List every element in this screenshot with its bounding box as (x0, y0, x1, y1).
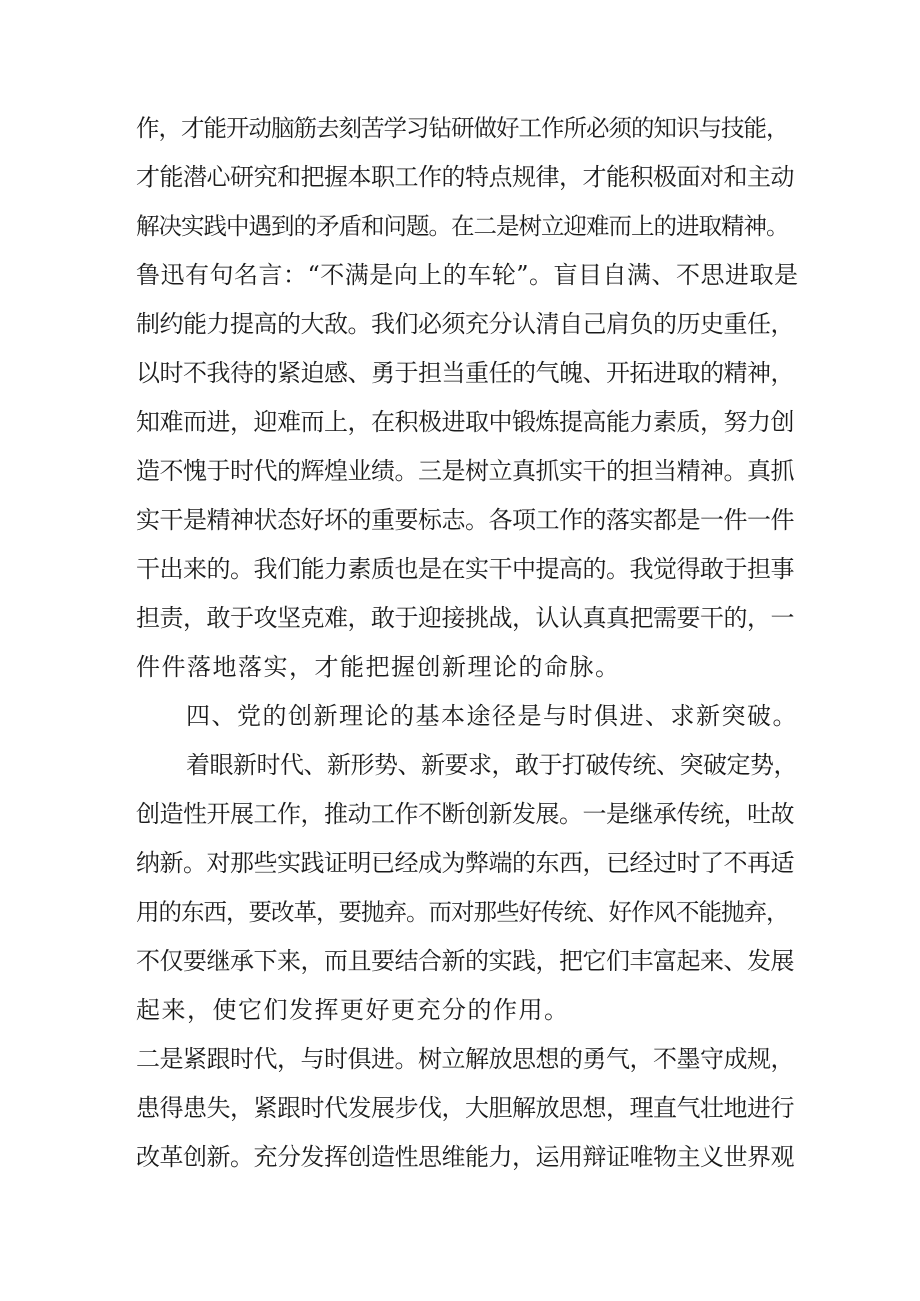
section-heading: 四、党的创新理论的基本途径是与时俱进、求新突破。 (186, 702, 798, 730)
text-line: 制约能力提高的大敌。我们必须充分认清自己肩负的历史重任， (136, 310, 794, 338)
text-line: 解决实践中遇到的矛盾和问题。在二是树立迎难而上的进取精神。 (136, 212, 789, 240)
text-line: 二是紧跟时代，与时俱进。树立解放思想的勇气，不墨守成规， (136, 1045, 794, 1073)
text-line: 患得患失，紧跟时代发展步伐，大胆解放思想，理直气壮地进行 (136, 1094, 794, 1122)
text-line: 改革创新。充分发挥创造性思维能力，运用辩证唯物主义世界观 (136, 1143, 794, 1171)
text-line: 担责，敢于攻坚克难，敢于迎接挑战，认认真真把需要干的，一 (136, 604, 794, 632)
text-line: 纳新。对那些实践证明已经成为弊端的东西，已经过时了不再适 (136, 849, 794, 877)
text-line: 以时不我待的紧迫感、勇于担当重任的气魄、开拓进取的精神， (136, 359, 794, 387)
text-line: 件件落地落实，才能把握创新理论的命脉。 (136, 653, 621, 681)
text-line: 不仅要继承下来，而且要结合新的实践，把它们丰富起来、发展 (136, 947, 794, 975)
text-line: 知难而进，迎难而上，在积极进取中锻炼提高能力素质，努力创 (136, 408, 794, 436)
text-line: 创造性开展工作，推动工作不断创新发展。一是继承传统，吐故 (136, 800, 794, 828)
text-line: 着眼新时代、新形势、新要求，敢于打破传统、突破定势， (186, 751, 797, 779)
text-line: 用的东西，要改革，要抛弃。而对那些好传统、好作风不能抛弃， (136, 898, 789, 926)
text-line: 才能潜心研究和把握本职工作的特点规律，才能积极面对和主动 (136, 163, 794, 191)
text-line: 作，才能开动脑筋去刻苦学习钻研做好工作所必须的知识与技能， (136, 114, 789, 142)
text-line: 造不愧于时代的辉煌业绩。三是树立真抓实干的担当精神。真抓 (136, 457, 794, 485)
text-line: 干出来的。我们能力素质也是在实干中提高的。我觉得敢于担事 (136, 555, 794, 583)
text-line: 起来，使它们发挥更好更充分的作用。 (136, 996, 570, 1024)
text-line: 鲁迅有句名言：“不满是向上的车轮”。盲目自满、不思进取是 (136, 261, 799, 289)
text-line: 实干是精神状态好坏的重要标志。各项工作的落实都是一件一件 (136, 506, 794, 534)
